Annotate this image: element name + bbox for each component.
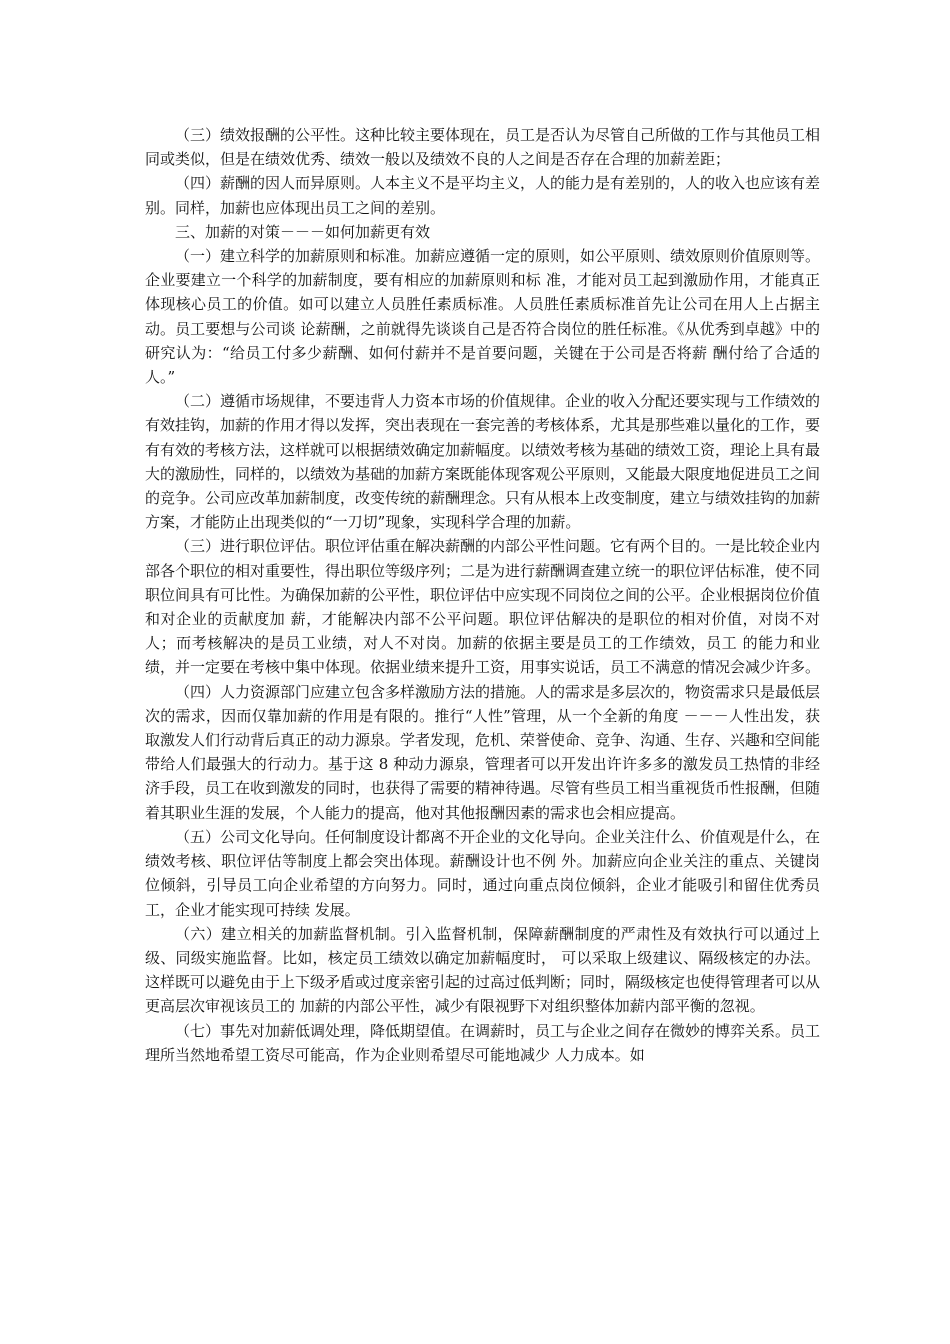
paragraph-job-evaluation: （三）进行职位评估。职位评估重在解决薪酬的内部公平性问题。它有两个目的。一是比较企业内部各个职位的相对重要性，得出职位等级序列；二是为进行薪酬调查建立统一的职位评估标准，使不同职位间具有可比性。为确保加薪的公平性，职位评估中应实现不同岗位之间的公平。企业根据岗位价值和对企业的贡献度加 薪，才能解决内部不公平问题。职位评估解决的是职位的相对价值，对岗不对人；而考核解决的是员工业绩，对人不对岗。加薪的依据主要是员工的工作绩效，员工 的能力和业绩，并一定要在考核中集中体现。依据业绩来提升工资，用事实说话，员工不满意的情况会减少许多。 (145, 537, 821, 677)
paragraph-performance-fairness: （三）绩效报酬的公平性。这种比较主要体现在，员工是否认为尽管自己所做的工作与其他员工相同或类似，但是在绩效优秀、绩效一般以及绩效不良的人之间是否存在合理的加薪差距； (145, 126, 821, 169)
paragraph-market-rules: （二）遵循市场规律，不要违背人力资本市场的价值规律。企业的收入分配还要实现与工作绩效的有效挂钩，加薪的作用才得以发挥，突出表现在一套完善的考核体系，尤其是那些难以量化的工作，要有有效的考核方法，这样就可以根据绩效确定加薪幅度。以绩效考核为基础的绩效工资，理论上具有最大的激励性，同样的，以绩效为基础的加薪方案既能体现客观公平原则，又能最大限度地促进员工之间的竞争。公司应改革加薪制度，改变传统的薪酬理念。只有从根本上改变制度，建立与绩效挂钩的加薪方案，才能防止出现类似的“一刀切”现象，实现科学合理的加薪。 (145, 392, 821, 532)
paragraph-company-culture: （五）公司文化导向。任何制度设计都离不开企业的文化导向。企业关注什么、价值观是什么，在绩效考核、职位评估等制度上都会突出体现。薪酬设计也不例 外。加薪应向企业关注的重点、关键岗位倾斜，引导员工向企业希望的方向努力。同时，通过向重点岗位倾斜，企业才能吸引和留住优秀员工，企业才能实现可持续 发展。 (145, 827, 821, 919)
paragraph-supervision: （六）建立相关的加薪监督机制。引入监督机制，保障薪酬制度的严肃性及有效执行可以通过上级、同级实施监督。比如，核定员工绩效以确定加薪幅度时， 可以采取上级建议、隔级核定的办法。这样既可以避免由于上下级矛盾或过度亲密引起的过高过低判断；同时，隔级核定也使得管理者可以从更高层次审视该员工的 加薪的内部公平性，减少有限视野下对组织整体加薪内部平衡的忽视。 (145, 924, 821, 1016)
document-body (145, 123, 820, 1067)
paragraph-individual-difference: （四）薪酬的因人而异原则。人本主义不是平均主义，人的能力是有差别的，人的收入也应该有差别。同样，加薪也应体现出员工之间的差别。 (145, 174, 821, 217)
paragraph-incentive-methods: （四）人力资源部门应建立包含多样激励方法的措施。人的需求是多层次的，物资需求只是最低层次的需求，因而仅靠加薪的作用是有限的。推行“人性”管理，从一个全新的角度 －－－人性出发，获取激发人们行动背后真正的动力源泉。学者发现，危机、荣誉使命、竞争、沟通、生存、兴趣和空间能带给人们最强大的行动力。基于这 8 种动力源泉，管理者可以开发出许许多多的激发员工热情的非经济手段，员工在收到激发的同时，也获得了需要的精神待遇。尽管有些员工相当重视货币性报酬，但随着其职业生涯的发展，个人能力的提高，他对其他报酬因素的需求也会相应提高。 (145, 682, 821, 822)
paragraph-expectation: （七）事先对加薪低调处理，降低期望值。在调薪时，员工与企业之间存在微妙的博弈关系。员工理所当然地希望工资尽可能高，作为企业则希望尽可能地减少 人力成本。如 (145, 1021, 821, 1064)
section-heading: 三、加薪的对策－－－如何加薪更有效 (175, 222, 431, 241)
paragraph-raise-principles: （一）建立科学的加薪原则和标准。加薪应遵循一定的原则，如公平原则、绩效原则价值原则等。企业要建立一个科学的加薪制度，要有相应的加薪原则和标 准，才能对员工起到激励作用，才能真正体现核心员工的价值。如可以建立人员胜任素质标准。人员胜任素质标准首先让公司在用人上占据主动。员工要想与公司谈 论薪酬，之前就得先谈谈自己是否符合岗位的胜任标准。《从优秀到卓越》中的研究认为：“给员工付多少薪酬、如何付薪并不是首要问题，关键在于公司是否将薪 酬付给了合适的人。” (145, 247, 821, 387)
